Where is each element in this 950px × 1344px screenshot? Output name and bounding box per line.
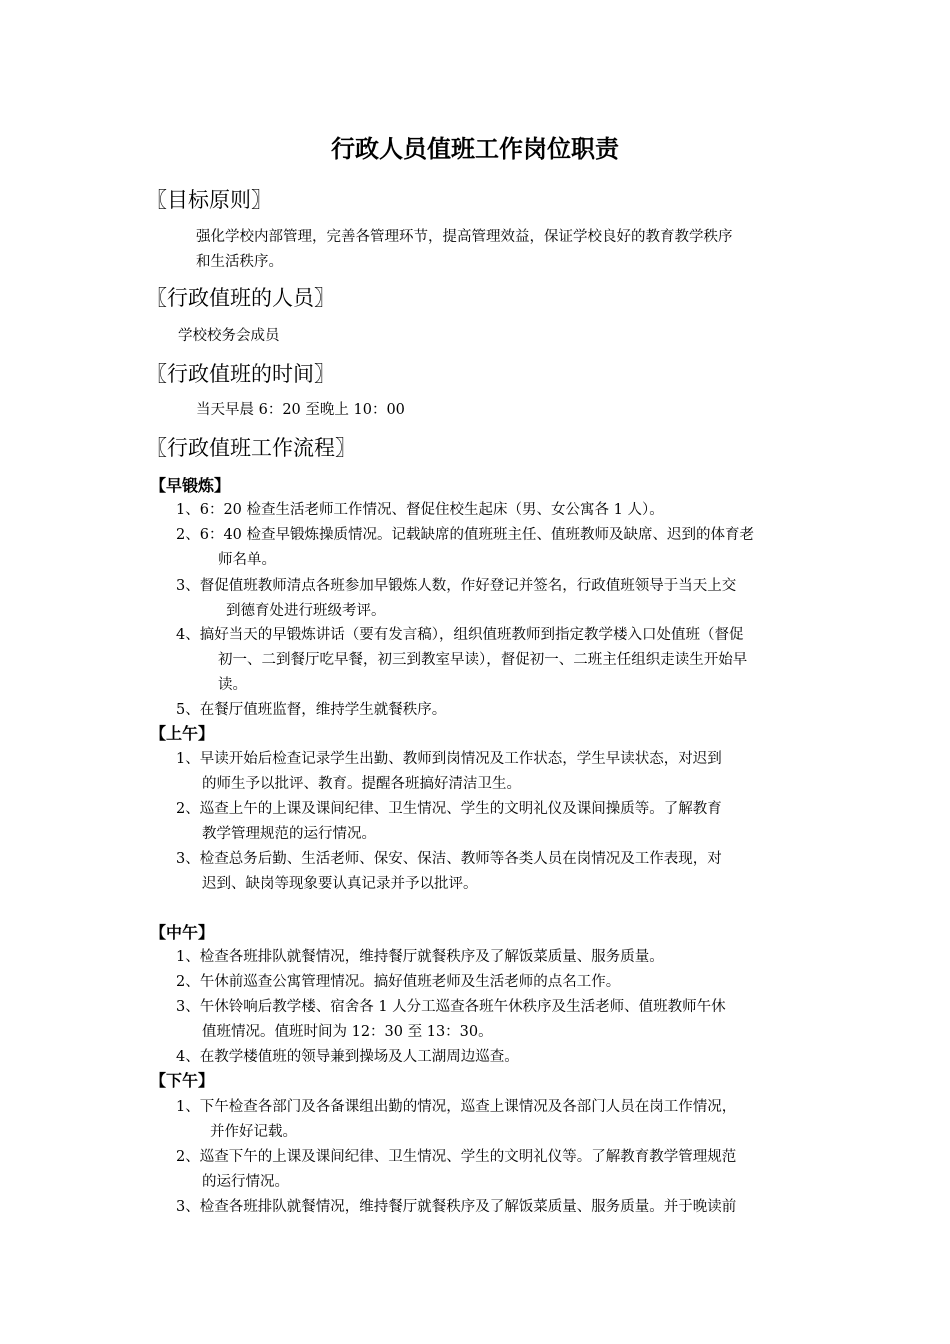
list-item: [176, 1195, 808, 1220]
section-heading-process: 〖行政值班工作流程〗: [146, 436, 356, 460]
item-text: 5、在餐厅值班监督，维持学生就餐秩序。: [176, 702, 447, 718]
item-text: 1、早读开始后检查记录学生出勤、教师到岗情况及工作状态，学生早读状态，对迟到: [176, 751, 722, 767]
item-text: 3、督促值班教师清点各班参加早锻炼人数，作好登记并签名，行政值班领导于当天上交: [176, 578, 737, 594]
subheading-afternoon: 【下午】: [150, 1071, 215, 1090]
item-text: 读。: [218, 677, 247, 693]
item-text: 3、检查各班排队就餐情况，维持餐厅就餐秩序及了解饭菜质量、服务质量。并于晚读前: [176, 1199, 737, 1215]
time-text: 当天早晨 6：20 至晚上 10：00: [196, 402, 405, 418]
item-text: 到德育处进行班级考评。: [226, 603, 386, 619]
section-heading-time: 〖行政值班的时间〗: [146, 362, 335, 386]
list-item: [176, 747, 808, 797]
item-text: 3、午休铃响后教学楼、宿舍各 1 人分工巡查各班午休秩序及生活老师、值班教师午休: [176, 999, 726, 1015]
goal-line: 和生活秩序。: [196, 254, 283, 270]
item-text: 并作好记载。: [210, 1124, 297, 1140]
item-text: 1、下午检查各部门及各备课组出勤的情况，巡查上课情况及各部门人员在岗工作情况，: [176, 1099, 737, 1115]
item-text: 2、午休前巡查公寓管理情况。搞好值班老师及生活老师的点名工作。: [176, 974, 621, 990]
list-item: [176, 1045, 808, 1070]
list-item: [176, 797, 808, 847]
item-text: 的师生予以批评、教育。提醒各班搞好清洁卫生。: [202, 776, 521, 792]
item-text: 迟到、缺岗等现象要认真记录并予以批评。: [202, 876, 478, 892]
goal-line: 强化学校内部管理，完善各管理环节，提高管理效益，保证学校良好的教育教学秩序: [196, 229, 733, 245]
item-text: 4、在教学楼值班的领导兼到操场及人工湖周边巡查。: [176, 1049, 519, 1065]
item-text: 2、巡查下午的上课及课间纪律、卫生情况、学生的文明礼仪等。了解教育教学管理规范: [176, 1149, 737, 1165]
list-item: [176, 1095, 808, 1145]
section-heading-goal: 〖目标原则〗: [146, 188, 272, 212]
item-text: 2、巡查上午的上课及课间纪律、卫生情况、学生的文明礼仪及课间操质等。了解教育: [176, 801, 722, 817]
list-item: [176, 498, 808, 523]
subheading-noon: 【中午】: [150, 923, 215, 942]
subheading-forenoon: 【上午】: [150, 724, 215, 743]
list-item: [176, 945, 808, 970]
subheading-morning-exercise: 【早锻炼】: [150, 476, 231, 495]
item-text: 初一、二到餐厅吃早餐，初三到教室早读），督促初一、二班主任组织走读生开始早: [218, 652, 748, 668]
list-item: [176, 1145, 808, 1195]
list-item: [176, 970, 808, 995]
item-text: 值班情况。值班时间为 12：30 至 13：30。: [202, 1024, 493, 1040]
item-text: 2、6：40 检查早锻炼操质情况。记载缺席的值班班主任、值班教师及缺席、迟到的体育老: [176, 527, 755, 543]
goal-paragraph: [196, 225, 816, 275]
item-text: 的运行情况。: [202, 1174, 289, 1190]
item-text: 师名单。: [218, 552, 276, 568]
staff-text: 学校校务会成员: [178, 328, 280, 344]
item-text: 4、搞好当天的早锻炼讲话（要有发言稿），组织值班教师到指定教学楼入口处值班（督促: [176, 627, 744, 643]
list-item: [176, 523, 808, 573]
page-title: 行政人员值班工作岗位职责: [331, 135, 619, 163]
list-item: [176, 623, 808, 698]
item-text: 教学管理规范的运行情况。: [202, 826, 376, 842]
list-item: [176, 698, 808, 723]
list-item: [176, 995, 808, 1045]
item-text: 3、检查总务后勤、生活老师、保安、保洁、教师等各类人员在岗情况及工作表现，对: [176, 851, 722, 867]
list-item: [176, 847, 808, 897]
item-text: 1、6：20 检查生活老师工作情况、督促住校生起床（男、女公寓各 1 人）。: [176, 502, 664, 518]
list-item: [176, 574, 808, 624]
section-heading-staff: 〖行政值班的人员〗: [146, 286, 335, 310]
item-text: 1、检查各班排队就餐情况，维持餐厅就餐秩序及了解饭菜质量、服务质量。: [176, 949, 664, 965]
